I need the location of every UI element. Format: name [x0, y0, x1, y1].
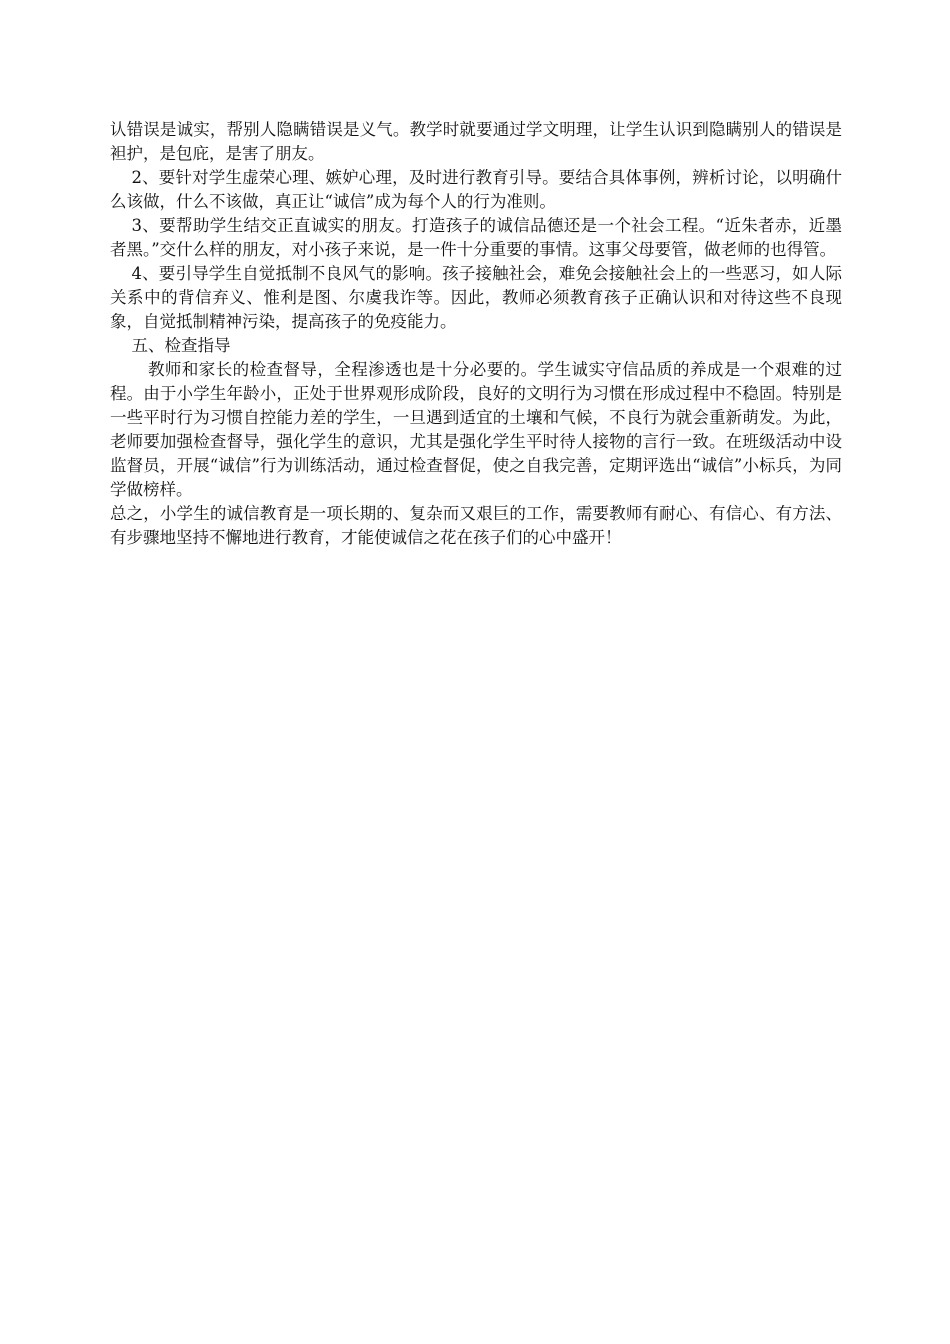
paragraph-inspection: 教师和家长的检查督导，全程渗透也是十分必要的。学生诚实守信品质的养成是一个艰难的过程。由于小学生年龄小，正处于世界观形成阶段，良好的文明行为习惯在形成过程中不稳固。特别是一些平时行为习惯自控能力差的学生，一旦遇到适宜的土壤和气候，不良行为就会重新萌发。为此，老师要加强检查督导，强化学生的意识，尤其是强化学生平时待人接物的言行一致。在班级活动中设监督员，开展“诚信”行为训练活动，通过检查督促，使之自我完善，定期评选出“诚信”小标兵，为同学做榜样。	[110, 360, 842, 499]
paragraph-continuation: 认错误是诚实，帮别人隐瞒错误是义气。教学时就要通过学文明理，让学生认识到隐瞒别人的错误是袒护，是包庇，是害了朋友。	[110, 120, 842, 163]
paragraph-item-2: 2、要针对学生虚荣心理、嫉妒心理，及时进行教育引导。要结合具体事例，辨析讨论，以明确什么该做，什么不该做，真正让“诚信”成为每个人的行为准则。	[110, 168, 842, 211]
section-heading: 五、检查指导	[131, 336, 231, 355]
paragraph-conclusion: 总之，小学生的诚信教育是一项长期的、复杂而又艰巨的工作，需要教师有耐心、有信心、有方法、有步骤地坚持不懈地进行教育，才能使诚信之花在孩子们的心中盛开！	[110, 504, 842, 547]
document-body	[110, 118, 842, 550]
paragraph-item-3: 3、要帮助学生结交正直诚实的朋友。打造孩子的诚信品德还是一个社会工程。“近朱者赤，近墨者黑。”交什么样的朋友，对小孩子来说，是一件十分重要的事情。这事父母要管，做老师的也得管。	[110, 216, 842, 259]
paragraph-item-4: 4、要引导学生自觉抵制不良风气的影响。孩子接触社会，难免会接触社会上的一些恶习，如人际关系中的背信弃义、惟利是图、尔虞我诈等。因此，教师必须教育孩子正确认识和对待这些不良现象，自觉抵制精神污染，提高孩子的免疫能力。	[110, 264, 842, 331]
